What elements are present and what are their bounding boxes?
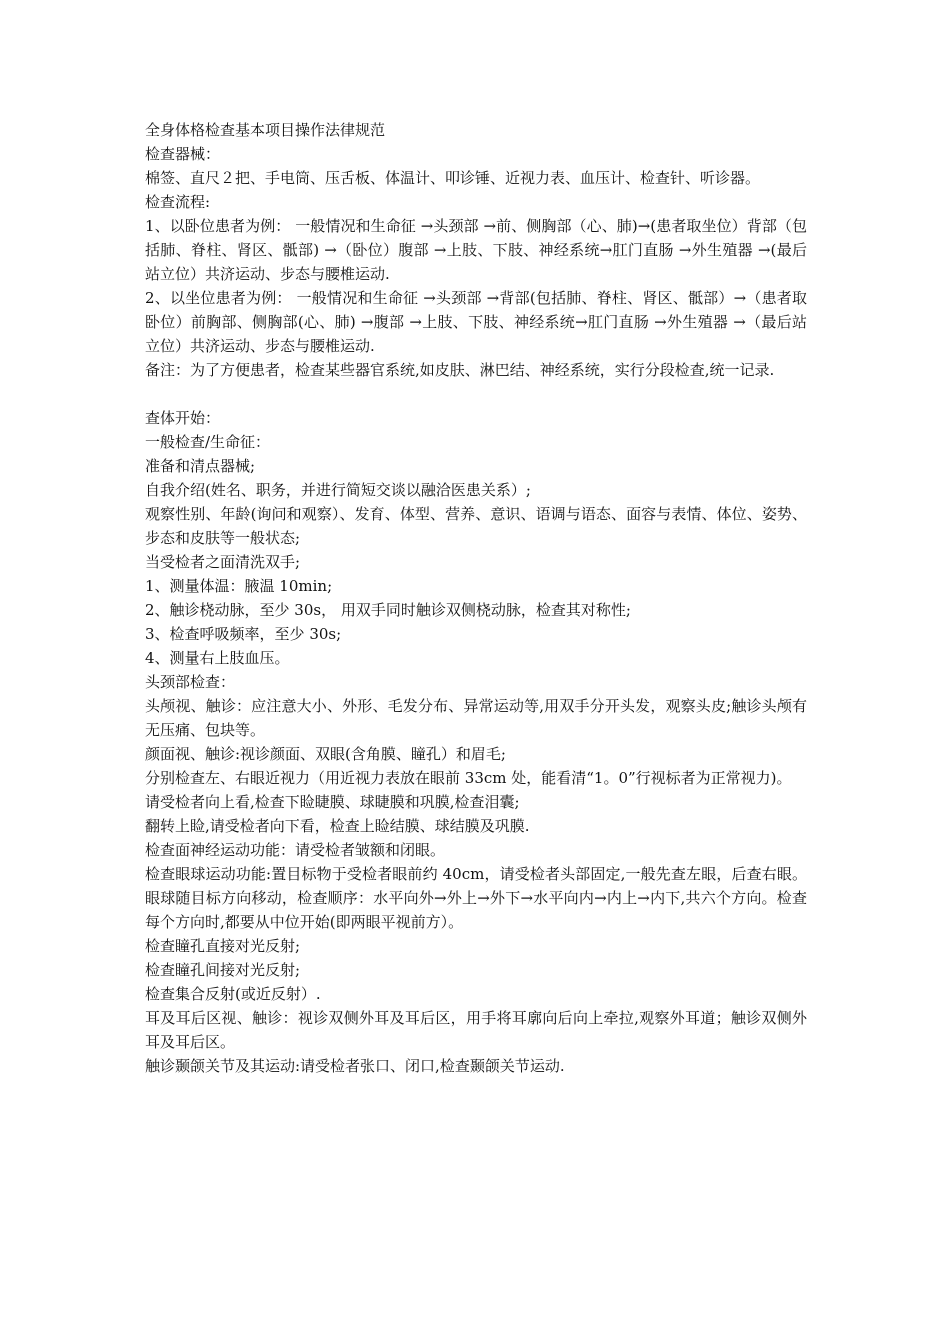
head-item: 触诊颞颌关节及其运动:请受检者张口、闭口,检查颞颌关节运动. <box>145 1057 565 1075</box>
note-paragraph: 备注：为了方便患者，检查某些器官系统,如皮肤、淋巴结、神经系统，实行分段检查,统一记录. <box>145 361 775 379</box>
head-item: 分别检查左、右眼近视力（用近视力表放在眼前 33cm 处，能看清“1。0”行视标者为正常视力)。 <box>145 769 792 787</box>
head-neck-heading: 头颈部检查： <box>145 673 236 691</box>
general-item: 准备和清点器械; <box>145 457 256 475</box>
flow-step-1: 1、以卧位患者为例： 一般情况和生命征 →头颈部 →前、侧胸部（心、肺)→(患者取坐位）背部（包括肺、脊柱、肾区、骶部) →（卧位）腹部 →上肢、下肢、神经系统→肛门直肠 →外生殖器 →(最后站立位）共济运动、步态与腰椎运动. <box>145 217 807 283</box>
general-exam-heading: 一般检查/生命征： <box>145 433 271 451</box>
head-item: 耳及耳后区视、触诊：视诊双侧外耳及耳后区，用手将耳廓向后向上牵拉,观察外耳道；触诊双侧外耳及耳后区。 <box>145 1009 807 1051</box>
head-item: 颜面视、触诊:视诊颜面、双眼(含角膜、瞳孔）和眉毛; <box>145 745 506 763</box>
exam-start-heading: 查体开始： <box>145 409 221 427</box>
head-item: 翻转上睑,请受检者向下看，检查上睑结膜、球结膜及巩膜. <box>145 817 530 835</box>
general-item: 3、检查呼吸频率，至少 30s; <box>145 625 342 643</box>
equipment-text: 棉签、直尺２把、手电筒、压舌板、体温计、叩诊锤、近视力表、血压计、检查针、听诊器。 <box>145 169 761 187</box>
flow-heading: 检查流程: <box>145 193 211 211</box>
document-title: 全身体格检查基本项目操作法律规范 <box>145 121 386 139</box>
head-item: 检查瞳孔直接对光反射; <box>145 937 301 955</box>
head-item: 请受检者向上看,检查下睑睫膜、球睫膜和巩膜,检查泪囊; <box>145 793 520 811</box>
general-item: 当受检者之面清洗双手; <box>145 553 301 571</box>
head-item: 检查集合反射(或近反射）. <box>145 985 321 1003</box>
equipment-heading: 检查器械： <box>145 145 221 163</box>
document-body <box>145 118 807 1078</box>
general-item: 自我介绍(姓名、职务，并进行简短交谈以融洽医患关系）; <box>145 481 531 499</box>
general-item: 2、触诊桡动脉，至少 30s， 用双手同时触诊双侧桡动脉，检查其对称性; <box>145 601 631 619</box>
general-item: 4、测量右上肢血压。 <box>145 649 290 667</box>
head-item: 检查面神经运动功能：请受检者皱额和闭眼。 <box>145 841 446 859</box>
spacer <box>145 382 807 406</box>
general-item: 1、测量体温：腋温 10min; <box>145 577 333 595</box>
head-item: 检查眼球运动功能:置目标物于受检者眼前约 40cm，请受检者头部固定,一般先查左眼，后查右眼。眼球随目标方向移动，检查顺序：水平向外→外上→外下→水平向内→内上→内下,共六个方向。检查每个方向时,都要从中位开始(即两眼平视前方）。 <box>145 865 807 931</box>
flow-step-2: 2、以坐位患者为例： 一般情况和生命征 →头颈部 →背部(包括肺、脊柱、肾区、骶部）→（患者取卧位）前胸部、侧胸部(心、肺) →腹部 →上肢、下肢、神经系统→肛门直肠 →外生殖器 →（最后站立位）共济运动、步态与腰椎运动. <box>145 289 807 355</box>
general-item: 观察性别、年龄(询问和观察）、发育、体型、营养、意识、语调与语态、面容与表情、体位、姿势、步态和皮肤等一般状态; <box>145 505 807 547</box>
head-item: 头颅视、触诊：应注意大小、外形、毛发分布、异常运动等,用双手分开头发，观察头皮;触诊头颅有无压痛、包块等。 <box>145 697 807 739</box>
head-item: 检查瞳孔间接对光反射; <box>145 961 301 979</box>
